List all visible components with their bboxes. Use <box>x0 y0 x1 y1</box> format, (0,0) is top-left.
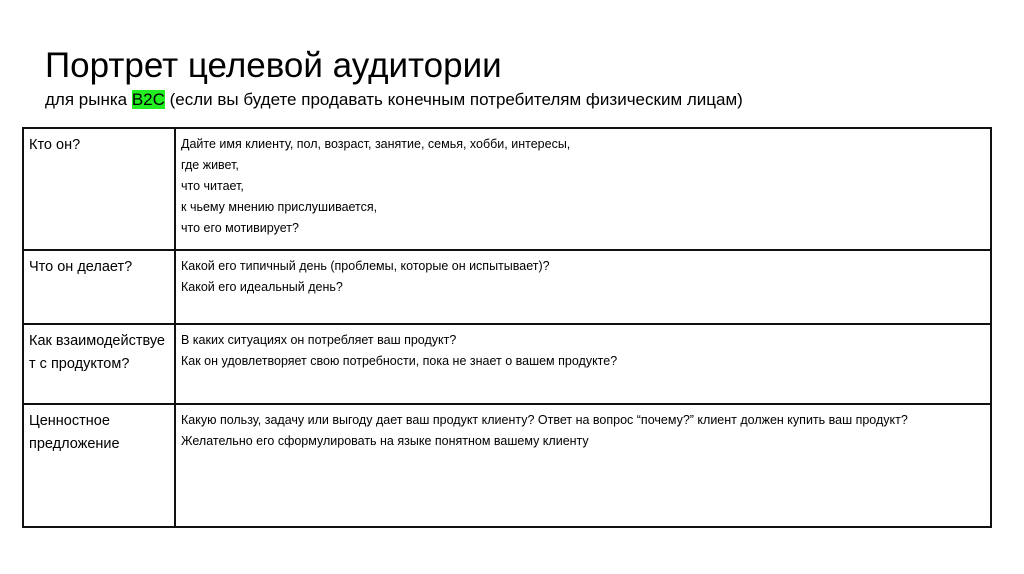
content-line: Дайте имя клиенту, пол, возраст, занятие, семья, хобби, интересы, <box>181 137 571 151</box>
row-content <box>175 250 991 324</box>
table-row <box>23 128 991 250</box>
content-line: где живет, <box>181 158 239 172</box>
content-line: Какую пользу, задачу или выгоду дает ваш продукт клиенту? Ответ на вопрос “почему?” клиент должен купить ваш продукт? <box>181 413 908 427</box>
row-label: Что он делает? <box>23 250 175 324</box>
content-line: Какой его типичный день (проблемы, которые он испытывает)? <box>181 259 550 273</box>
content-line: В каких ситуациях он потребляет ваш продукт? <box>181 333 457 347</box>
table-row <box>23 404 991 527</box>
content-line: Желательно его сформулировать на языке понятном вашему клиенту <box>181 434 589 448</box>
row-content <box>175 404 991 527</box>
b2c-highlight: B2C <box>131 90 165 109</box>
page-title: Портрет целевой аудитории <box>45 46 502 85</box>
content-line: что его мотивирует? <box>181 221 299 235</box>
row-content <box>175 128 991 250</box>
row-label: Кто он? <box>23 128 175 250</box>
subtitle <box>45 89 743 111</box>
row-label: Ценностное предложение <box>23 404 175 527</box>
row-content <box>175 324 991 404</box>
content-line: что читает, <box>181 179 244 193</box>
subtitle-suffix: (если вы будете продавать конечным потребителям физическим лицам) <box>164 90 743 109</box>
content-line: Какой его идеальный день? <box>181 280 343 294</box>
subtitle-prefix: для рынка <box>45 90 132 109</box>
table-row <box>23 324 991 404</box>
content-line: Как он удовлетворяет свою потребности, пока не знает о вашем продукте? <box>181 354 618 368</box>
audience-table <box>22 127 992 528</box>
table-row <box>23 250 991 324</box>
row-label: Как взаимодействует с продуктом? <box>23 324 175 404</box>
content-line: к чьему мнению прислушивается, <box>181 200 378 214</box>
